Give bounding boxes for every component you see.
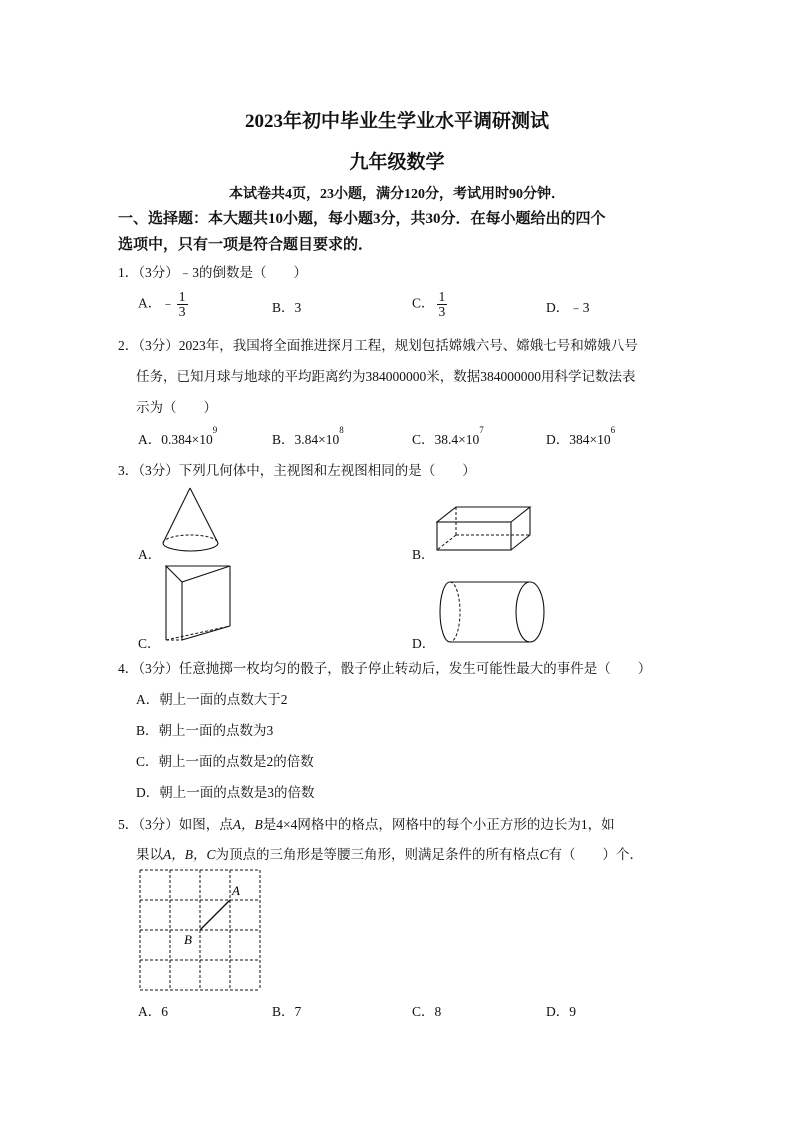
- q5-line1: [118, 813, 615, 833]
- q1-option-a-sign: ﹣: [161, 295, 175, 311]
- q2-option-a: [138, 425, 218, 448]
- q5-line2-pre: 果以: [136, 847, 163, 862]
- q5-line2-post: 有（ ）个．: [548, 847, 644, 862]
- q2-option-a-base: A．0.384×10: [138, 432, 213, 447]
- q4-option-c: C．朝上一面的点数是2的倍数: [136, 754, 314, 769]
- q1-option-c: [412, 290, 447, 319]
- q1-option-b: B．3: [272, 300, 302, 315]
- q2-option-d-exponent: 6: [610, 425, 616, 435]
- section-heading-line2: 选项中，只有一项是符合题目要求的．: [118, 237, 374, 253]
- q5-line2: [136, 843, 643, 863]
- grid-point-b-label: B: [184, 932, 192, 947]
- q1-option-c-label: C．: [412, 295, 435, 311]
- q3-stem: 3．（3分）下列几何体中，主视图和左视图相同的是（ ）: [118, 463, 476, 478]
- q3-option-c: C．: [138, 636, 161, 651]
- q3-option-b: B．: [412, 547, 435, 562]
- q2-option-b-base: B．3.84×10: [272, 432, 340, 447]
- q2-line3: 示为（ ）: [136, 400, 217, 415]
- q1-option-a-denominator: 3: [178, 304, 186, 319]
- q5-line1-points: A，B: [232, 817, 263, 832]
- triangular-prism-figure: [162, 562, 234, 644]
- q2-option-c-exponent: 7: [479, 425, 484, 435]
- cone-figure: [158, 486, 224, 556]
- q5-option-d: D．9: [546, 1004, 576, 1019]
- q1-option-a-label: A．: [138, 295, 162, 311]
- q1-option-a: [138, 290, 188, 319]
- q2-option-d: [546, 425, 616, 448]
- page-title: 2023年初中毕业生学业水平调研测试: [244, 111, 549, 132]
- q1-option-a-fraction: [177, 290, 188, 319]
- q1-option-c-denominator: 3: [438, 304, 446, 319]
- q5-option-a: A．6: [138, 1004, 168, 1019]
- q4-stem: 4．（3分）任意抛掷一枚均匀的骰子，骰子停止转动后，发生可能性最大的事件是（ ）: [118, 661, 652, 676]
- q4-option-a: A．朝上一面的点数大于2: [136, 692, 288, 707]
- q2-option-c-base: C．38.4×10: [412, 432, 480, 447]
- cylinder-figure: [436, 578, 548, 646]
- q5-line1-pre: 5．（3分）如图，点: [118, 817, 233, 832]
- q2-line2: 任务，已知月球与地球的平均距离约为384000000米，数据384000000用科学记数法表: [136, 369, 636, 384]
- q5-line2-points: A，B，C: [163, 847, 216, 862]
- q2-option-d-base: D．384×10: [546, 432, 611, 447]
- q3-option-a: A．: [138, 547, 162, 562]
- q5-option-c: C．8: [412, 1004, 442, 1019]
- grid-point-a-label: A: [232, 883, 240, 898]
- q1-option-d: D．﹣3: [546, 300, 590, 315]
- q2-line1: 2．（3分）2023年，我国将全面推进探月工程，规划包括嫦娥六号、嫦娥七号和嫦娥八号: [118, 338, 638, 353]
- q1-option-a-numerator: 1: [178, 289, 186, 304]
- q3-option-d: D．: [412, 636, 436, 651]
- q4-option-d: D．朝上一面的点数是3的倍数: [136, 785, 315, 800]
- q1-stem: 1．（3分）﹣3的倒数是（ ）: [118, 265, 307, 280]
- cuboid-figure: [434, 504, 534, 554]
- q2-option-c: [412, 425, 484, 448]
- q1-option-c-fraction: [437, 290, 448, 319]
- q2-option-a-exponent: 9: [212, 425, 218, 435]
- grid-figure: [134, 864, 268, 994]
- q5-option-b: B．7: [272, 1004, 302, 1019]
- q5-line1-post: 是4×4网格中的格点，网格中的每个小正方形的边长为1，如: [262, 817, 615, 832]
- q2-option-b-exponent: 8: [339, 425, 344, 435]
- exam-note: 本试卷共4页，23小题，满分120分，考试用时90分钟．: [229, 187, 565, 202]
- q2-option-b: [272, 425, 344, 448]
- page-subtitle: 九年级数学: [349, 152, 445, 173]
- q5-line2-point-c: C: [539, 847, 549, 862]
- q1-option-c-numerator: 1: [438, 289, 446, 304]
- section-heading-line1: 一、选择题：本大题共10小题，每小题3分，共30分．在每小题给出的四个: [118, 211, 606, 227]
- segment-ab: [200, 900, 230, 930]
- q5-line2-mid: 为顶点的三角形是等腰三角形，则满足条件的所有格点: [215, 847, 540, 862]
- q4-option-b: B．朝上一面的点数为3: [136, 723, 274, 738]
